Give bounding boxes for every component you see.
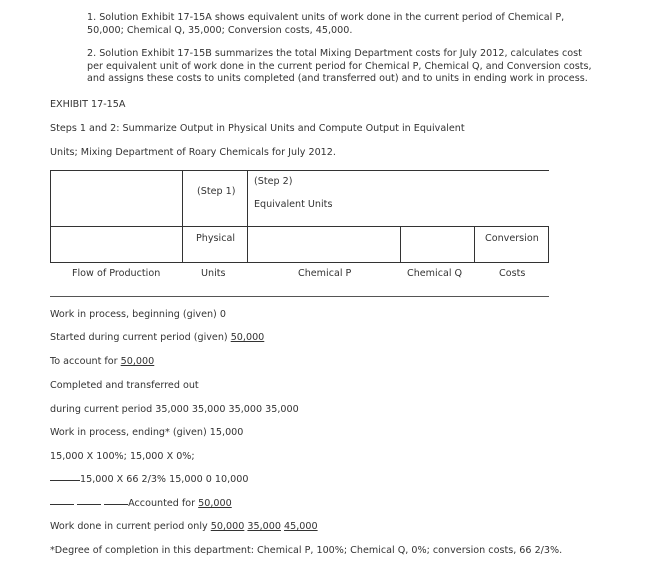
to-account-label: To account for [50, 356, 121, 367]
started-value: 50,000 [230, 332, 265, 343]
solution-paragraph-2: 2. Solution Exhibit 17-15B summarizes the total Mixing Department costs for July 2012, calculates cost per equivalent unit of work done in the current period for Chemical P, Chemical Q, and Conversion costs, and assigns these costs to units completed (and transferred out) and to units in ending work in process. [87, 48, 592, 84]
work-done-chemical-p: 50,000 [210, 521, 245, 532]
table-cell-step2 [247, 170, 549, 227]
started-label: Started during current period (given) [50, 332, 231, 343]
accounted-label: Accounted for [128, 498, 199, 509]
underline-blank [50, 504, 74, 505]
steps-line-1: Steps 1 and 2: Summarize Output in Physical Units and Compute Output in Equivalent [50, 123, 465, 134]
accounted-value: 50,000 [198, 498, 232, 509]
row-completed: Completed and transferred out [50, 380, 199, 391]
exhibit-table [50, 170, 549, 263]
header-flow-of-production: Flow of Production [72, 268, 161, 279]
row-calc-1: 15,000 X 100%; 15,000 X 0%; [50, 451, 195, 462]
header-divider [50, 296, 549, 297]
row-wip-ending: Work in process, ending* (given) 15,000 [50, 427, 244, 438]
table-cell-physical [182, 226, 248, 263]
work-done-label: Work done in current period only [50, 521, 211, 532]
calc2-text: 15,000 X 66 2/3% 15,000 0 10,000 [80, 474, 249, 485]
table-cell-step1 [182, 170, 248, 227]
underline-blank [50, 480, 80, 481]
row-wip-beginning: Work in process, beginning (given) 0 [50, 309, 226, 320]
step2-label: (Step 2) [254, 176, 293, 187]
header-units: Units [201, 268, 226, 279]
solution-paragraph-1: 1. Solution Exhibit 17-15A shows equivalent units of work done in the current period of Chemical P, 50,000; Chemical Q, 35,000; Conversion costs, 45,000. [87, 12, 565, 36]
underline-blank [77, 504, 101, 505]
exhibit-title: EXHIBIT 17-15A [50, 99, 126, 110]
row-calc-2 [50, 474, 248, 485]
to-account-value: 50,000 [120, 356, 155, 367]
work-done-chemical-q: 35,000 [247, 521, 281, 532]
header-chemical-q: Chemical Q [407, 268, 463, 279]
header-costs: Costs [499, 268, 526, 279]
conversion-label: Conversion [485, 233, 539, 244]
row-during-current-period: during current period 35,000 35,000 35,000 35,000 [50, 404, 299, 415]
steps-line-2: Units; Mixing Department of Roary Chemicals for July 2012. [50, 147, 336, 158]
underline-blank [104, 504, 128, 505]
row-accounted-for [50, 498, 232, 509]
table-cell-blank [50, 170, 183, 227]
row-to-account [50, 356, 154, 367]
row-work-done [50, 521, 318, 532]
step1-label: (Step 1) [197, 186, 236, 197]
table-cell-conversion [474, 226, 549, 263]
equivalent-units-label: Equivalent Units [254, 199, 333, 210]
row-started [50, 332, 264, 343]
table-cell-chemical-q-top [400, 226, 475, 263]
footnote: *Degree of completion in this department: Chemical P, 100%; Chemical Q, 0%; conversion costs, 66 2/3%. [50, 545, 563, 556]
table-cell-blank-2 [50, 226, 183, 263]
header-chemical-p: Chemical P [298, 268, 352, 279]
physical-label: Physical [196, 233, 236, 244]
work-done-conversion: 45,000 [284, 521, 318, 532]
table-cell-chemical-p-top [247, 226, 401, 263]
